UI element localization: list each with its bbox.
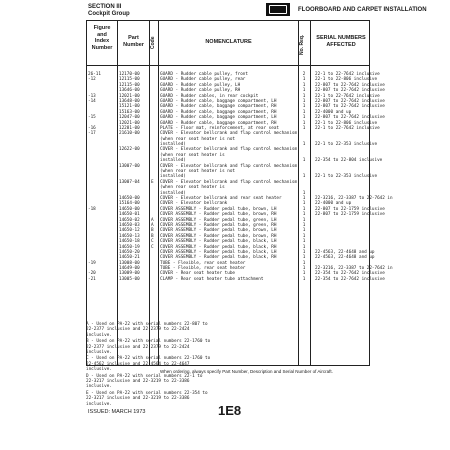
nomenclature-cell: GUARD - Rudder cable, baggage compartment, RH <box>160 109 277 115</box>
serial-cell: 22-4563, 22-4648 and up <box>315 255 375 261</box>
figure-index-cell: 26-11 <box>88 72 101 77</box>
qty-cell: 1 <box>302 233 306 239</box>
code-cell: E <box>151 179 154 185</box>
part-number-cell: 14649-00 <box>119 266 140 272</box>
figure-index-cell: -12 <box>88 77 96 83</box>
figure-index-cell: -17 <box>88 131 96 137</box>
serial-cell: 22-1 to 22-7642 inclusive <box>315 125 380 131</box>
qty-cell: 1 <box>302 201 306 207</box>
part-number-cell: 14650-19 <box>119 244 140 250</box>
header-rule <box>87 65 369 66</box>
part-number-cell: 21610-00 <box>119 131 140 137</box>
code-note: B - Used on PA-22 with serial numbers 22-1760 to 22-2377 inclusive and 22-2379 to 22-2424 inclusive. <box>86 339 211 356</box>
part-number-cell: 14650-02 <box>119 217 140 223</box>
nomenclature-cell: GUARD - Rudder cable pulley, LH <box>160 82 241 88</box>
nomenclature-cell: (when rear seat heater is not <box>160 169 236 175</box>
code-cell: C <box>151 244 154 250</box>
part-number-cell: 14650-01 <box>119 212 140 218</box>
issue-date: ISSUED: MARCH 1973 <box>88 409 146 415</box>
nomenclature-cell: PLATE - Floor mat, reinforcement, at rear seat <box>160 125 279 131</box>
nomenclature-cell: GUARD - Rudder cables, in rear cockpit <box>160 93 259 99</box>
nomenclature-cell: COVER - Elevator bellcrank and flap control mechanism <box>160 131 298 137</box>
code-note: E - Used on PA-22 with serial numbers 22-354 to 22-3217 inclusive and 22-3219 to 22-3386 inclusive. <box>86 390 208 407</box>
nomenclature-cell: (when rear seat heater is <box>160 152 225 158</box>
qty-cell: 1 <box>302 271 306 277</box>
code-cell: A <box>151 222 154 228</box>
parts-table <box>86 20 393 366</box>
nomenclature-cell: COVER - Elevator bellcrank and flap control mechanism <box>160 147 298 153</box>
part-number-cell: 13005-00 <box>119 276 140 282</box>
serial-cell: 22-354 to 22-7642 inclusive <box>315 276 385 282</box>
qty-cell: 1 <box>302 142 306 148</box>
code-cell: B <box>151 233 154 239</box>
table-row <box>87 276 385 282</box>
part-number-cell: 14650-00 <box>119 206 140 212</box>
part-number-cell: 14650-21 <box>119 255 140 261</box>
nomenclature-cell: COVER ASSEMBLY - Rudder pedal tube, brown, LH <box>160 206 277 212</box>
figure-index-cell: -16 <box>88 125 96 131</box>
nomenclature-cell: COVER ASSEMBLY - Rudder pedal tube, green, RH <box>160 222 277 228</box>
serial-cell: 22-1 to 22-353 inclusive <box>315 174 378 180</box>
part-number-cell: 12281-00 <box>119 125 140 131</box>
figure-index-cell: -20 <box>88 271 96 277</box>
serial-cell: 22-1 to 22-806 inclusive <box>315 120 378 126</box>
col-header-figure-index: Figure and Index Number <box>91 25 113 51</box>
piper-logo <box>266 3 290 16</box>
serial-cell: 22-4000 and up <box>315 109 352 115</box>
qty-cell: 1 <box>302 217 306 223</box>
col-header-part-number: Part Number <box>123 35 144 48</box>
qty-cell: 1 <box>302 109 306 115</box>
nomenclature-cell: TUBE - Flexible, rear seat heater <box>160 266 246 272</box>
nomenclature-cell: COVER ASSEMBLY - Rudder pedal tube, black, LH <box>160 239 277 245</box>
qty-cell: 1 <box>302 158 306 164</box>
qty-cell: 1 <box>302 260 306 266</box>
qty-cell: 1 <box>302 195 306 201</box>
qty-cell: 1 <box>302 125 306 131</box>
nomenclature-cell: COVER ASSEMBLY - Rudder pedal tube, brown, RH <box>160 233 277 239</box>
nomenclature-cell: installed) <box>160 190 186 196</box>
serial-cell: 22-3216, 22-3387 to 22-7642 in <box>315 266 393 272</box>
part-number-cell: 12021-00 <box>119 93 140 99</box>
nomenclature-cell: GUARD - Rudder cable pulley, front <box>160 72 248 77</box>
nomenclature-cell: COVER - Elevator bellcrank <box>160 201 228 207</box>
part-number-cell: 13007-00 <box>119 163 140 169</box>
part-number-cell: 12170-00 <box>119 72 140 77</box>
figure-index-cell: -19 <box>88 260 96 266</box>
ordering-note: When ordering, always specify Part Number, Description and Serial Number of Aircraft. <box>160 369 333 374</box>
qty-cell: 1 <box>302 255 306 261</box>
part-number-cell: 15163-00 <box>119 109 140 115</box>
section-header <box>88 4 130 18</box>
figure-index-cell: -15 <box>88 115 96 121</box>
group-label: Cockpit Group <box>88 11 130 17</box>
code-note: D - Used on PA-22 with serial numbers 22-1 to 22-3217 inclusive and 22-3219 to 22-3386 inclusive. <box>86 373 203 390</box>
qty-cell: 1 <box>302 239 306 245</box>
serial-cell: 22-807 to 22-7642 inclusive <box>315 98 385 104</box>
serial-cell: 22-807 to 22-7642 inclusive <box>315 88 385 94</box>
part-number-cell: 12021-00 <box>119 120 140 126</box>
part-number-cell: 14650-18 <box>119 239 140 245</box>
col-header-serial: SERIAL NUMBERS AFFECTED <box>316 35 366 48</box>
serial-cell: 22-354 to 22-804 inclusive <box>315 158 383 164</box>
qty-cell: 1 <box>302 93 306 99</box>
qty-cell: 1 <box>302 249 306 255</box>
code-cell: B <box>151 228 154 234</box>
qty-cell: 1 <box>302 98 306 104</box>
serial-cell: 22-807 to 22-7642 inclusive <box>315 82 385 88</box>
nomenclature-cell: COVER ASSEMBLY - Rudder pedal tube, black, RH <box>160 244 277 250</box>
nomenclature-cell: GUARD - Rudder cable, baggage compartment, RH <box>160 120 277 126</box>
part-number-cell: 12047-00 <box>119 115 140 121</box>
part-number-cell: 13007-04 <box>119 179 140 185</box>
nomenclature-cell: COVER ASSEMBLY - Rudder pedal tube, brown, RH <box>160 212 277 218</box>
part-number-cell: 14650-13 <box>119 233 140 239</box>
page-title: FLOORBOARD AND CARPET INSTALLATION <box>298 7 427 13</box>
nomenclature-cell: installed) <box>160 174 186 180</box>
qty-cell: 1 <box>302 88 306 94</box>
section-label: SECTION III <box>88 4 122 10</box>
serial-cell: 22-807 to 22-1759 inclusive <box>315 212 385 218</box>
nomenclature-cell: GUARD - Rudder cable, baggage compartment, RH <box>160 104 277 110</box>
nomenclature-cell: GUARD - Rudder cable, baggage compartment, LH <box>160 98 277 104</box>
part-number-cell: 14650-00 <box>119 195 140 201</box>
part-number-cell: 13008-00 <box>119 260 140 266</box>
code-cell: C <box>151 239 154 245</box>
part-number-cell: 13646-00 <box>119 88 140 94</box>
part-number-cell: 14650-12 <box>119 228 140 234</box>
serial-cell: 22-4000 and up <box>315 201 352 207</box>
nomenclature-cell: (when rear seat heater is <box>160 185 225 191</box>
qty-cell: 1 <box>302 228 306 234</box>
serial-cell: 22-807 to 22-7642 inclusive <box>315 115 385 121</box>
part-number-cell: 13009-00 <box>119 271 140 277</box>
part-number-cell: 12115-00 <box>119 82 140 88</box>
qty-cell: 1 <box>302 190 306 196</box>
qty-cell: 1 <box>302 276 306 282</box>
serial-cell: 22-1 to 22-353 inclusive <box>315 142 378 148</box>
page-number: 1E8 <box>218 403 242 418</box>
nomenclature-cell: COVER - Rear seat heater tube <box>160 271 236 277</box>
parts-rows <box>87 72 393 282</box>
code-note: C - Used on PA-22 with serial numbers 22-1760 to 22-4562 inclusive and 22-4564 to 22-4647 inclusive. <box>86 356 211 373</box>
serial-cell: 22-1 to 22-7642 inclusive <box>315 72 380 77</box>
qty-cell: 1 <box>302 244 306 250</box>
nomenclature-cell: COVER - Elevator bellcrank and rear seat heater <box>160 195 282 201</box>
col-header-nomenclature: NOMENCLATURE <box>205 39 252 45</box>
qty-cell: 2 <box>302 72 306 77</box>
nomenclature-cell: GUARD - Rudder cable pulley, RH <box>160 88 241 94</box>
serial-cell: 22-807 to 22-7642 inclusive <box>315 104 385 110</box>
nomenclature-cell: installed) <box>160 142 186 148</box>
nomenclature-cell: CLAMP - Rear seat heater tube attachment <box>160 276 264 282</box>
part-number-cell: 12622-00 <box>119 147 140 153</box>
nomenclature-cell: GUARD - Rudder cable, baggage compartment, LH <box>160 115 277 121</box>
qty-cell: 1 <box>302 222 306 228</box>
qty-cell: 1 <box>302 82 306 88</box>
figure-index-cell: -21 <box>88 276 96 282</box>
part-number-cell: 12115-00 <box>119 77 140 83</box>
qty-cell: 1 <box>302 104 306 110</box>
nomenclature-cell: COVER - Elevator bellcrank and flap control mechanism <box>160 179 298 185</box>
figure-index-cell: -14 <box>88 98 96 104</box>
nomenclature-cell: installed) <box>160 158 186 164</box>
qty-cell: 1 <box>302 266 306 272</box>
nomenclature-cell: COVER ASSEMBLY - Rudder pedal tube, green, LH <box>160 217 277 223</box>
figure-index-cell: -13 <box>88 93 96 99</box>
nomenclature-cell: COVER ASSEMBLY - Rudder pedal tube, black, RH <box>160 255 277 261</box>
serial-cell: 22-1 to 22-7642 inclusive <box>315 93 380 99</box>
code-note: A - Used on PA-22 with serial numbers 22-807 to 22-2377 inclusive and 22-2379 to 22-2424 inclusive. <box>86 322 208 338</box>
nomenclature-cell: COVER ASSEMBLY - Rudder pedal tube, black, LH <box>160 249 277 255</box>
col-header-qty: No. Req. <box>299 34 305 55</box>
part-number-cell: 15164-00 <box>119 201 140 207</box>
qty-cell: 1 <box>302 174 306 180</box>
code-notes <box>86 322 211 408</box>
qty-cell: 1 <box>302 120 306 126</box>
part-number-cell: 13648-00 <box>119 98 140 104</box>
qty-cell: 1 <box>302 77 306 83</box>
serial-cell: 22-3216, 22-3387 to 22-7642 in <box>315 195 393 201</box>
nomenclature-cell: COVER ASSEMBLY - Rudder pedal tube, brown, LH <box>160 228 277 234</box>
figure-index-cell: -18 <box>88 206 96 212</box>
part-number-cell: 14650-20 <box>119 249 140 255</box>
nomenclature-cell: GUARD - Rudder cable pulley, rear <box>160 77 246 83</box>
nomenclature-cell: COVER - Elevator bellcrank and flap control mechanism <box>160 163 298 169</box>
serial-cell: 22-1 to 22-806 inclusive <box>315 77 378 83</box>
qty-cell: 1 <box>302 206 306 212</box>
qty-cell: 1 <box>302 115 306 121</box>
serial-cell: 22-807 to 22-1759 inclusive <box>315 206 385 212</box>
serial-cell: 22-4563, 22-4648 and up <box>315 249 375 255</box>
col-header-code: Code <box>150 36 156 49</box>
code-cell: A <box>151 217 154 223</box>
nomenclature-cell: TUBE - Flexible, rear seat heater <box>160 260 246 266</box>
nomenclature-cell: (when rear seat heater is not <box>160 136 236 142</box>
part-number-cell: 14650-03 <box>119 222 140 228</box>
part-number-cell: 15121-00 <box>119 104 140 110</box>
qty-cell: 1 <box>302 212 306 218</box>
serial-cell: 22-354 to 22-7642 inclusive <box>315 271 385 277</box>
